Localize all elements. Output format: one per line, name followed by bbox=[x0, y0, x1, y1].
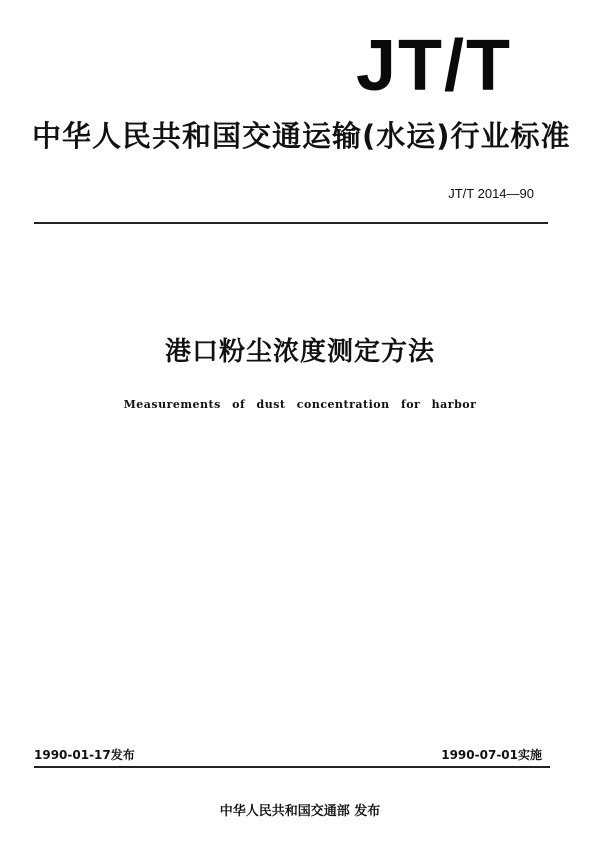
standard-code: JT/T 2014—90 bbox=[448, 186, 534, 201]
header-divider bbox=[34, 222, 548, 224]
issue-date: 1990-01-17发布 bbox=[34, 748, 135, 762]
footer-divider bbox=[34, 766, 550, 768]
issuer: 中华人民共和国交通部 发布 bbox=[219, 804, 381, 819]
organization-title: 中华人民共和国交通运输(水运)行业标准 bbox=[32, 119, 571, 153]
document-title-chinese: 港口粉尘浓度测定方法 bbox=[164, 337, 435, 367]
document-title-english: Measurements of dust concentration for harbor bbox=[123, 398, 477, 411]
standard-logo: JT/T bbox=[355, 26, 512, 106]
implement-date: 1990-07-01实施 bbox=[441, 748, 542, 762]
